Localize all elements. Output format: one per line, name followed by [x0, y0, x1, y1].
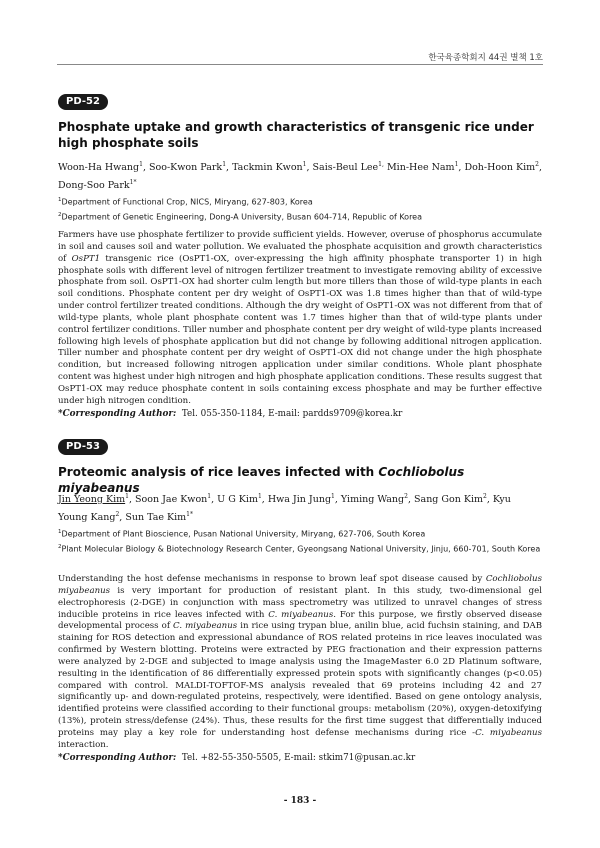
author-name: Kyu Young Kang — [58, 494, 511, 524]
author-name: Soo-Kwon Park — [149, 162, 223, 174]
author-list-pd-53: Jin Yeong Kim$^1$, Soon Jae Kwon$^1$, U G Kim$^1$, Hwa Jin Jung$^1$, Yiming Wang$^2$, Sang Gon Kim$^2$, Kyu Young Kang$^2$, Sun Tae Kim$^{1*}$ — [58, 493, 511, 524]
author-name: Doh-Hoon Kim — [464, 162, 536, 174]
author-name: Sais-Beul Lee — [312, 162, 379, 174]
running-header: 한국육종학회지 44권 별책 1호 — [428, 53, 543, 63]
author-list-pd-52: Woon-Ha Hwang$^1$, Soo-Kwon Park$^1$, Tackmin Kwon$^1$, Sais-Beul Lee$^{1,}$ Min-Hee Nam$^1$, Doh-Hoon Kim$^2$, Dong-Soo Park$^{1*}$ — [58, 161, 542, 192]
author-sup: 1 — [222, 161, 227, 168]
author-name: Yiming Wang — [340, 494, 405, 506]
affiliation-line — [58, 194, 548, 209]
author-sup: 1 — [257, 493, 262, 500]
affiliation-text: Department of Functional Crop, NICS, Miryang, 627-803, Korea — [61, 197, 313, 207]
affiliation-line — [58, 541, 548, 556]
author-sup: 1 — [454, 161, 459, 168]
affiliation-text: Department of Plant Bioscience, Pusan National University, Miryang, 627-706, South Korea — [61, 529, 426, 539]
author-sup: 1 — [139, 161, 143, 168]
affiliation-sup: 2 — [58, 544, 62, 551]
author-sup: 1 — [207, 493, 212, 500]
header-rule — [57, 64, 543, 65]
abstract-body-pd-52 — [58, 230, 542, 408]
abstract-text: interaction. — [58, 739, 109, 750]
author-name: Hwa Jin Jung — [267, 494, 332, 506]
author-name: U G Kim — [217, 494, 258, 506]
author-name: Jin Yeong Kim — [58, 494, 126, 506]
affiliations-pd-53 — [58, 526, 548, 556]
author-sup: 1 — [302, 161, 307, 168]
author-name: Dong-Soo Park — [58, 180, 130, 192]
abstract-text: transgenic rice (OsPT1-OX, over-expressing the high affinity phosphate transporter 1) in high phosphate soils with different level of nitrogen fertilizer treatment to investigate removing ability of excessive phosphate from soil. OsPT1-OX had shorter culm length but more tillers than those of wild-type plants in each soil conditions. Phosphate content per dry weight of OsPT1-OX was 1.8 times higher than that of wild-type under control fertilizer treated conditions. Although the dry weight of OsPT1-OX was not different from that of wild-type plants, whole plant phosphate content was 1.7 times higher than that of wild-type plants under control fertilizer conditions. Tiller number and phosphate content per dry weight of wild-type plants increased following high levels of phosphate application but did not change by following additional nitrogen application. Tiller number and phosphate content per dry weight of OsPT1-OX did not change under the high phosphate condition, but increased following nitrogen application under similar conditions. Whole plant phosphate content was highest under high nitrogen and high phosphate application conditions. These results suggest that OsPT1-OX may reduce phosphate content in soils containing excess phosphate and may be further effective under high nitrogen condition. — [58, 253, 542, 406]
affiliation-sup: 1 — [58, 197, 62, 203]
abstract-italic: C. miyabeanus — [475, 727, 542, 738]
affiliations-pd-52 — [58, 194, 548, 224]
abstract-italic: C. miyabeanus — [173, 621, 238, 632]
title-italic: Cochliobolus miyabeanus — [58, 465, 465, 495]
author-sup: 2 — [483, 493, 487, 500]
abstract-badge-pd-52: PD-52 — [58, 94, 108, 110]
corresponding-contact: Tel. 055-350-1184, E-mail: pardds9709@korea.kr — [181, 409, 403, 419]
author-sup: 1* — [129, 179, 137, 187]
author-sup: 2 — [404, 493, 408, 500]
affiliation-line — [58, 209, 548, 224]
page-number: - 183 - — [283, 796, 317, 806]
abstract-badge-pd-53: PD-53 — [58, 439, 108, 455]
affiliation-sup: 2 — [58, 212, 62, 219]
affiliation-sup: 1 — [58, 529, 62, 535]
affiliation-text: Department of Genetic Engineering, Dong-A University, Busan 604-714, Republic of Korea — [61, 212, 422, 222]
affiliation-line — [58, 526, 548, 541]
abstract-italic: C. miyabeanus — [268, 609, 334, 620]
corresponding-author-pd-53 — [58, 752, 543, 764]
abstract-title-pd-52: Phosphate uptake and growth characteristics of transgenic rice under high phosphate soils — [58, 120, 534, 150]
affiliation-text: Plant Molecular Biology & Biotechnology Research Center, Gyeongsang National University, Jinju, 660-701, South Korea — [61, 544, 541, 554]
abstract-text: Understanding the host defense mechanisms in response to brown leaf spot disease caused by — [58, 574, 486, 584]
abstract-text: is very important for production of resistant plant. In this study, two-dimensional gel electrophoresis (2-DGE) in conjunction with mass spectrometry was utilized to unravel changes of stress inducible proteins in rice leaves infected with — [58, 585, 542, 620]
author-name: Sang Gon Kim — [414, 494, 483, 506]
corresponding-label: *Corresponding Author: — [58, 753, 177, 763]
corresponding-label: *Corresponding Author: — [58, 409, 177, 419]
abstract-italic: Cochliobolus miyabeanus — [58, 574, 542, 596]
author-sup: 1 — [125, 493, 129, 500]
abstract-paragraph — [58, 574, 542, 752]
author-sup: 1, — [378, 161, 384, 168]
author-sup: 1* — [186, 511, 193, 519]
author-sup: 2 — [535, 161, 539, 168]
corresponding-contact: Tel. +82-55-350-5505, E-mail: stkim71@pusan.ac.kr — [181, 753, 416, 763]
author-name: Soon Jae Kwon — [135, 494, 208, 506]
corresponding-author-pd-52 — [58, 408, 543, 420]
abstract-text: . For this purpose, we firstly observed disease developmental process of — [58, 609, 543, 632]
abstract-text: Farmers have use phosphate fertilizer to provide sufficient yields. However, overuse of phosphorus accumulate in soil and causes soil and water pollution. We evaluated the phosphate acquisition and growth characteristics of — [58, 230, 542, 264]
author-name: Woon-Ha Hwang — [58, 162, 140, 174]
abstract-body-pd-53 — [58, 574, 542, 752]
abstract-text: in rice using trypan blue, anilin blue, acid fuchsin staining, and DAB staining for ROS detection and expressional abundance of ROS related proteins in rice leaves inoculated was confirmed by Western blotting. Proteins were extracted by PEG fractionation and their expression patterns were analyzed by 2-DGE and subjected to image analysis using the ImageMaster 6.0 2D Platinum software, resulting in the identification of 86 differentially expressed protein spots with significantly changes (p<0.05) compared with control. MALDI-TOFTOF-MS analysis revealed that 69 proteins including 42 and 27 significantly up- and down-regulated proteins, respectively, were identified. Based on gene ontology analysis, identified proteins were classified according to their functional groups: metabolism (20%), oxygen-detoxifying (13%), protein stress/defense (24%). Thus, these results for the first time suggest that differentially induced proteins may play a key role for understanding host defense mechanisms during rice - — [58, 621, 543, 738]
abstract-italic: OsPT1 — [71, 253, 101, 264]
author-name: Sun Tae Kim — [125, 512, 187, 524]
author-name: Min-Hee Nam — [386, 162, 455, 174]
title-text: Proteomic analysis of rice leaves infected with — [58, 465, 379, 479]
author-sup: 2 — [115, 511, 120, 519]
author-sup: 1 — [331, 493, 335, 500]
abstract-paragraph — [58, 230, 542, 408]
author-name: Tackmin Kwon — [232, 162, 303, 174]
